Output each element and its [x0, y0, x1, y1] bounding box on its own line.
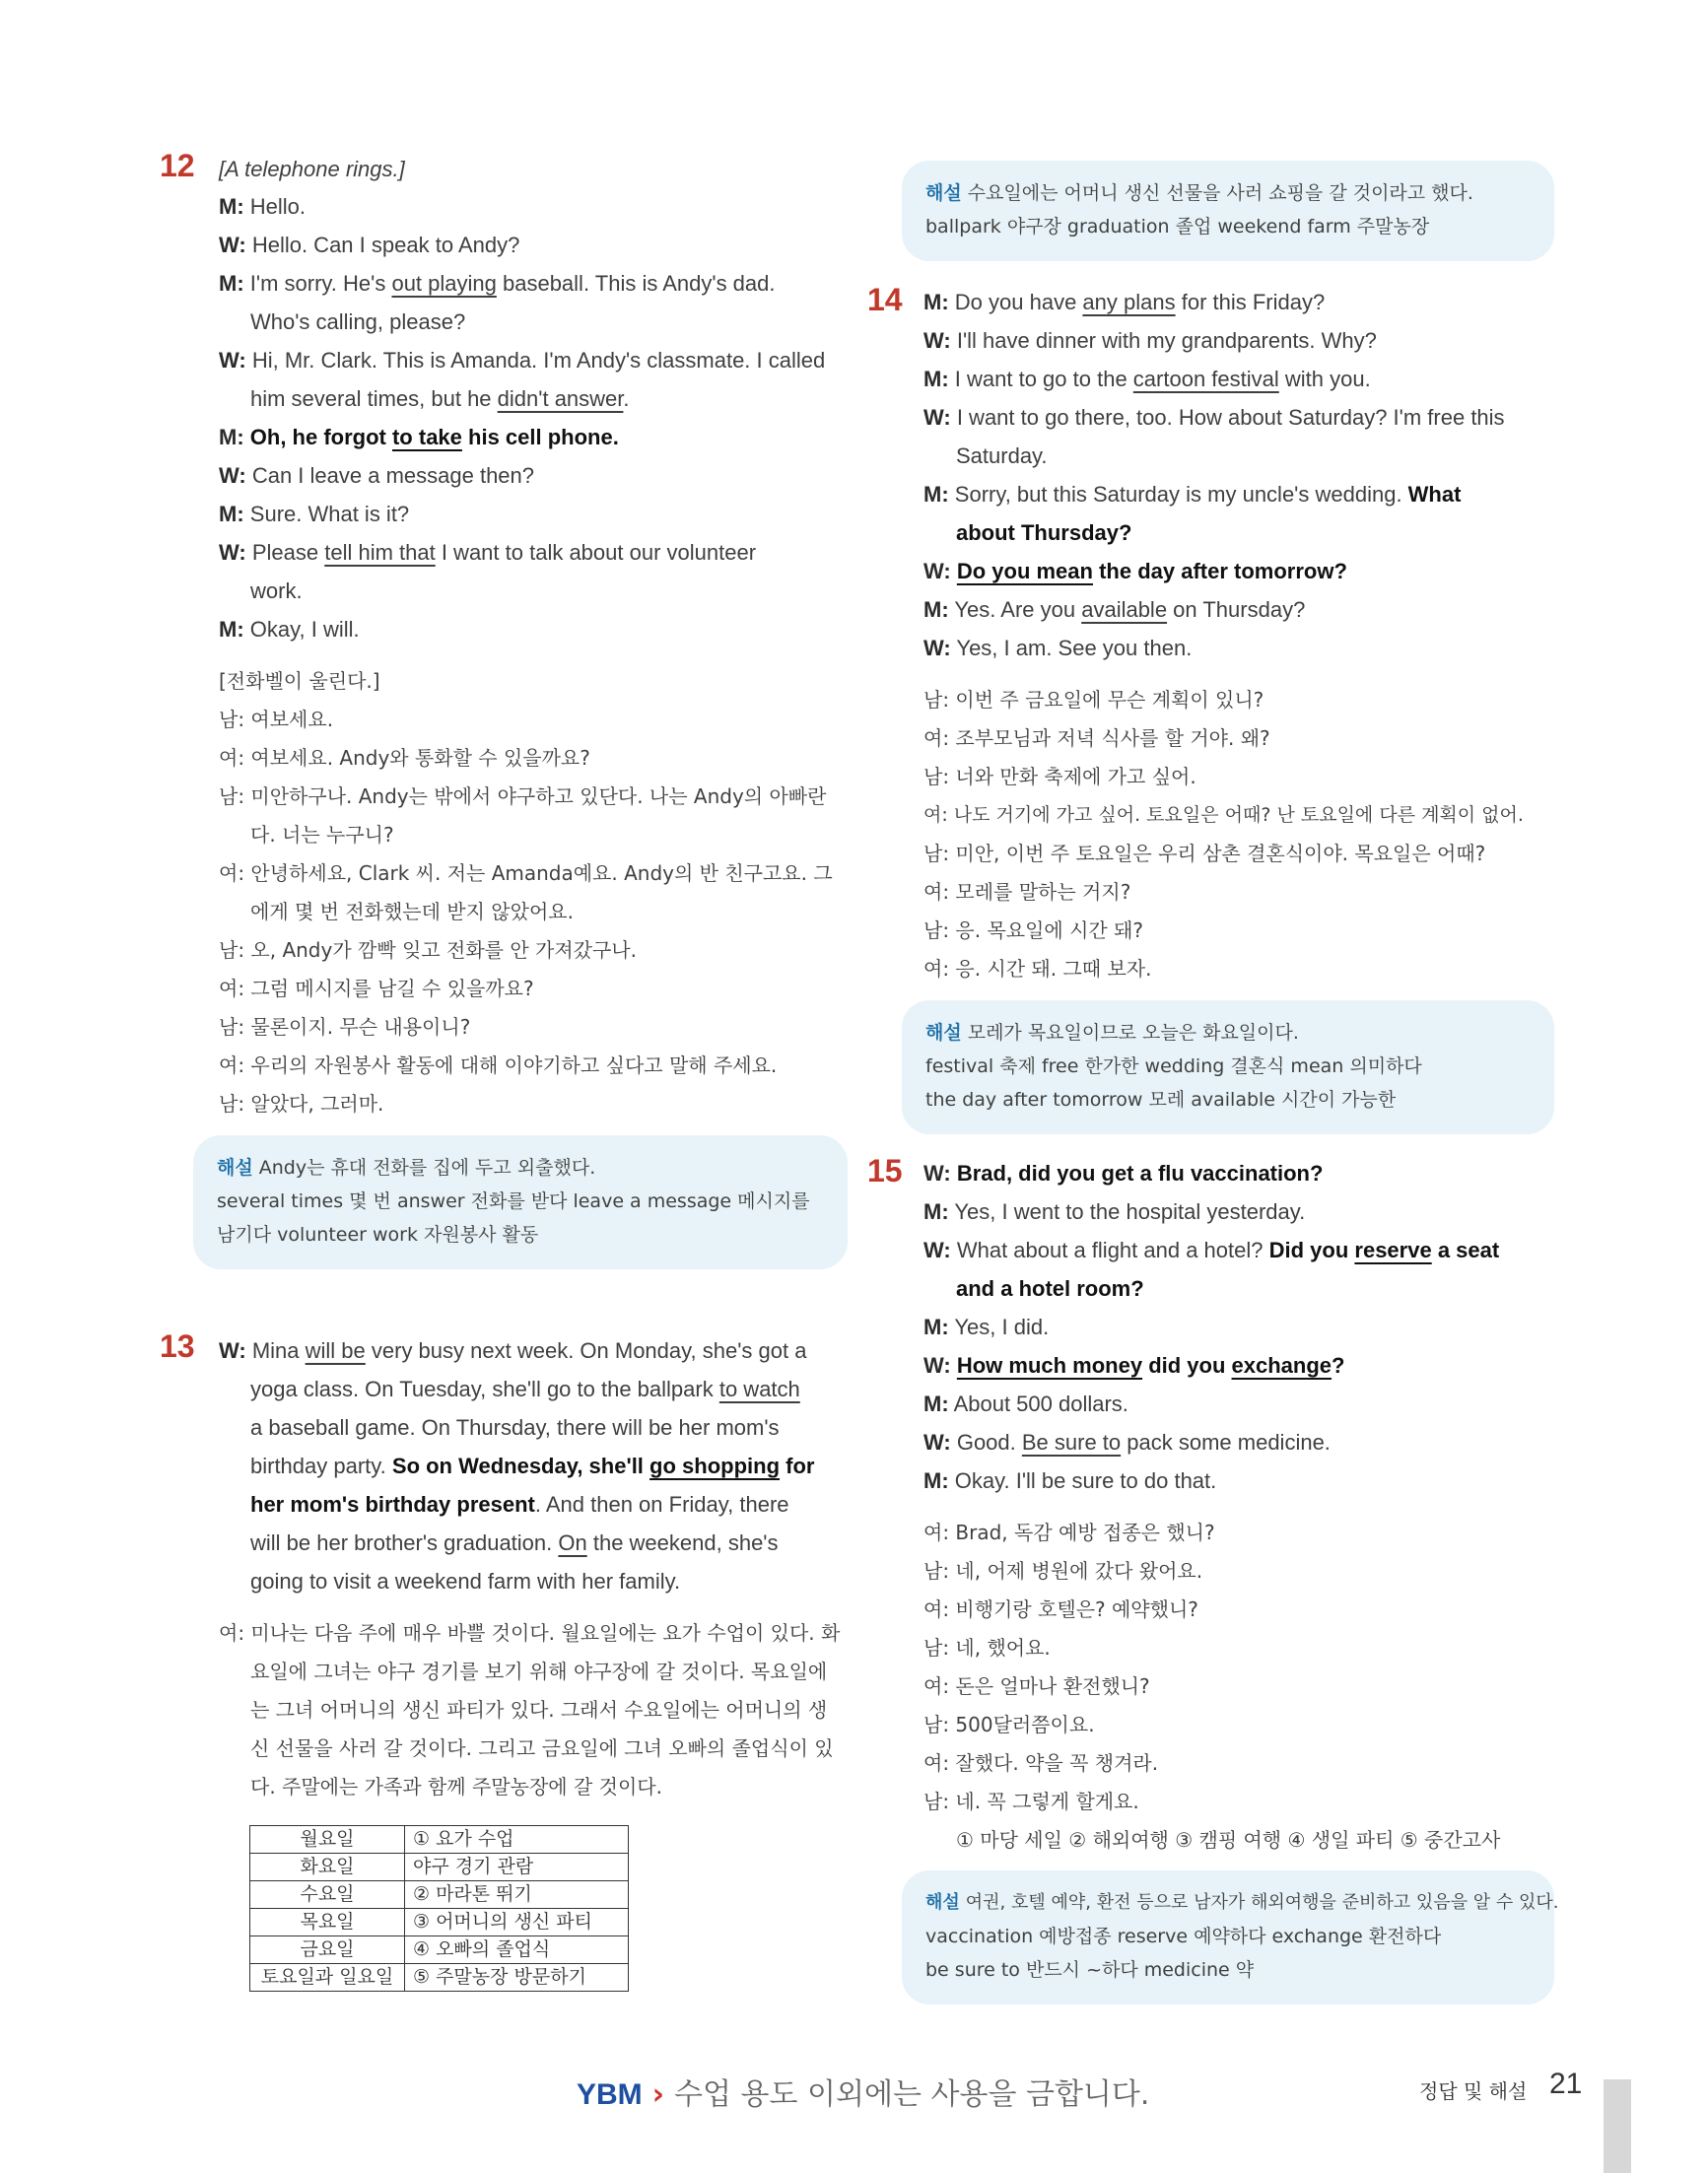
translation-line: 여: 우리의 자원봉사 활동에 대해 이야기하고 싶다고 말해 주세요. — [219, 1053, 778, 1077]
translation-line: 남: 응. 목요일에 시간 돼? — [923, 918, 1144, 942]
dialog-line: M: Yes. Are you available on Thursday? — [923, 597, 1306, 622]
dialog-line: W: Yes, I am. See you then. — [923, 636, 1193, 660]
translation-line: 남: 여보세요. — [219, 708, 334, 731]
translation-line: 남: 네. 꼭 그렇게 할게요. — [923, 1790, 1139, 1813]
translation-line: 남: 미안, 이번 주 토요일은 우리 삼촌 결혼식이야. 목요일은 어때? — [923, 842, 1486, 865]
question-number-14: 14 — [867, 282, 903, 317]
translation-line: 남: 물론이지. 무슨 내용이니? — [219, 1015, 471, 1039]
monologue-line: birthday party. So on Wednesday, she'll go shopping for — [250, 1454, 815, 1478]
explanation-box-13 — [902, 161, 1554, 261]
translation-line: 여: 모레를 말하는 거지? — [923, 880, 1131, 904]
dialog-line: W: Hi, Mr. Clark. This is Amanda. I'm Andy's classmate. I called — [219, 348, 826, 373]
monologue-line: will be her brother's graduation. On the weekend, she's — [250, 1530, 779, 1555]
ybm-logo: YBM — [577, 2078, 643, 2111]
translation-line: 요일에 그녀는 야구 경기를 보기 위해 야구장에 갈 것이다. 목요일에 — [250, 1660, 828, 1683]
dialog-line: W: What about a flight and a hotel? Did you reserve a seat — [923, 1238, 1500, 1262]
page-label: 정답 및 해설 — [1419, 2079, 1528, 2103]
monologue-line: going to visit a weekend farm with her family. — [250, 1569, 681, 1594]
vocab-line: festival 축제 free 한가한 wedding 결혼식 mean 의미하다 — [925, 1055, 1422, 1077]
table-cell: 목요일 — [250, 1909, 405, 1936]
dialog-line: M: Okay. I'll be sure to do that. — [923, 1468, 1217, 1493]
explanation-box-14 — [902, 1000, 1554, 1134]
dialog-line: M: Yes, I did. — [923, 1315, 1050, 1339]
dialog-line: M: Sure. What is it? — [219, 502, 410, 526]
table-cell: 수요일 — [250, 1881, 405, 1909]
table-row — [250, 1964, 629, 1992]
translation-line: 여: 미나는 다음 주에 매우 바쁠 것이다. 월요일에는 요가 수업이 있다. 화 — [219, 1621, 841, 1645]
translation-line: 여: 조부모님과 저녁 식사를 할 거야. 왜? — [923, 726, 1270, 750]
vocab-line: be sure to 반드시 ~하다 medicine 약 — [925, 1959, 1255, 1981]
translation-line: 남: 네, 어제 병원에 갔다 왔어요. — [923, 1559, 1203, 1583]
explanation-box-12 — [193, 1135, 848, 1269]
explanation-line: 해설 모레가 목요일이므로 오늘은 화요일이다. — [925, 1022, 1299, 1044]
dialog-line: M: Yes, I went to the hospital yesterday. — [923, 1199, 1306, 1224]
chevron-right-icon: › — [651, 2077, 665, 2112]
dialog-line: W: Can I leave a message then? — [219, 463, 535, 488]
translation-line: 다. 너는 누구니? — [250, 823, 394, 847]
table-cell: 야구 경기 관람 — [405, 1854, 629, 1881]
translation-line: 여: 비행기랑 호텔은? 예약했니? — [923, 1597, 1198, 1621]
footer-text: 수업 용도 이외에는 사용을 금합니다. — [674, 2077, 1150, 2112]
dialog-line: M: Do you have any plans for this Friday? — [923, 290, 1326, 314]
dialog-line: W: I want to go there, too. How about Saturday? I'm free this — [923, 405, 1505, 430]
table-cell: ④ 오빠의 졸업식 — [405, 1936, 629, 1964]
table-cell: 월요일 — [250, 1826, 405, 1854]
translation-line: 남: 네, 했어요. — [923, 1636, 1051, 1660]
table-row — [250, 1854, 629, 1881]
dialog-line: M: Okay, I will. — [219, 617, 360, 642]
translation-line: 여: 나도 거기에 가고 싶어. 토요일은 어때? 난 토요일에 다른 계획이 없어. — [923, 804, 1524, 826]
dialog-line-cont: and a hotel room? — [956, 1276, 1144, 1301]
dialog-line: W: Good. Be sure to pack some medicine. — [923, 1430, 1331, 1455]
translation-line: 남: 오, Andy가 깜빡 잊고 전화를 안 가져갔구나. — [219, 938, 637, 962]
table-cell: 화요일 — [250, 1854, 405, 1881]
dialog-line: M: Hello. — [219, 194, 307, 219]
translation-line: 여: 돈은 얼마나 환전했니? — [923, 1674, 1150, 1698]
dialog-line: W: Please tell him that I want to talk about our volunteer — [219, 540, 757, 565]
translation-line: 남: 500달러쯤이요. — [923, 1713, 1095, 1736]
dialog-line: M: I want to go to the cartoon festival with you. — [923, 367, 1371, 391]
dialog-line: W: How much money did you exchange? — [923, 1353, 1345, 1378]
table-cell: ① 요가 수업 — [405, 1826, 629, 1854]
translation-line: 는 그녀 어머니의 생신 파티가 있다. 그래서 수요일에는 어머니의 생 — [250, 1698, 828, 1722]
dialog-line-answer: W: Do you mean the day after tomorrow? — [923, 559, 1347, 583]
dialog-line: M: I'm sorry. He's out playing baseball. This is Andy's dad. — [219, 271, 776, 296]
monologue-line: a baseball game. On Thursday, there will be her mom's — [250, 1415, 780, 1440]
translation-line: 여: 잘했다. 약을 꼭 챙겨라. — [923, 1751, 1159, 1775]
stage-direction: [A telephone rings.] — [219, 157, 405, 181]
translation-line: 남: 알았다, 그러마. — [219, 1092, 384, 1116]
dialog-line: W: Hello. Can I speak to Andy? — [219, 233, 520, 257]
dialog-line-answer: M: Oh, he forgot to take his cell phone. — [219, 425, 619, 449]
translation-line: 남: 이번 주 금요일에 무슨 계획이 있니? — [923, 688, 1264, 712]
question-number-15: 15 — [867, 1153, 903, 1188]
vocab-line: several times 몇 번 answer 전화를 받다 leave a message 메시지를 — [217, 1190, 810, 1212]
dialog-line-cont: him several times, but he didn't answer. — [250, 386, 630, 411]
translation-line: 신 선물을 사러 갈 것이다. 그리고 금요일에 그녀 오빠의 졸업식이 있 — [250, 1736, 834, 1760]
dialog-line-cont: Who's calling, please? — [250, 309, 466, 334]
table-cell: ⑤ 주말농장 방문하기 — [405, 1964, 629, 1992]
monologue-line: her mom's birthday present. And then on Friday, there — [250, 1492, 789, 1517]
question-number-12: 12 — [160, 148, 195, 183]
dialog-line-cont: about Thursday? — [956, 520, 1132, 545]
question-number-13: 13 — [160, 1328, 195, 1364]
dialog-line-cont: work. — [250, 578, 303, 603]
table-row — [250, 1909, 629, 1936]
dialog-line: W: I'll have dinner with my grandparents. Why? — [923, 328, 1377, 353]
dialog-line: M: Sorry, but this Saturday is my uncle's wedding. What — [923, 482, 1462, 507]
vocab-line: ballpark 야구장 graduation 졸업 weekend farm 주말농장 — [925, 216, 1430, 238]
table-cell: 금요일 — [250, 1936, 405, 1964]
dialog-line: M: About 500 dollars. — [923, 1392, 1128, 1416]
table-cell: ② 마라톤 뛰기 — [405, 1881, 629, 1909]
translation-line: 남: 미안하구나. Andy는 밖에서 야구하고 있단다. 나는 Andy의 아빠란 — [219, 784, 827, 808]
explanation-box-15 — [902, 1870, 1559, 2004]
monologue-line: W: Mina will be very busy next week. On Monday, she's got a — [219, 1338, 807, 1363]
translation-line: 남: 너와 만화 축제에 가고 싶어. — [923, 765, 1196, 788]
vocab-line: vaccination 예방접종 reserve 예약하다 exchange 환전하다 — [925, 1926, 1442, 1947]
vocab-line: the day after tomorrow 모레 available 시간이 가능한 — [925, 1089, 1397, 1111]
translation-line: [전화벨이 울린다.] — [219, 669, 380, 693]
dialog-line-answer: W: Brad, did you get a flu vaccination? — [923, 1161, 1324, 1186]
translation-line: 여: Brad, 독감 예방 접종은 했니? — [923, 1521, 1215, 1544]
table-row — [250, 1881, 629, 1909]
table-cell: ③ 어머니의 생신 파티 — [405, 1909, 629, 1936]
translation-line: 여: 그럼 메시지를 남길 수 있을까요? — [219, 977, 534, 1000]
table-cell: 토요일과 일요일 — [250, 1964, 405, 1992]
explanation-line: 해설 수요일에는 어머니 생신 선물을 사러 쇼핑을 갈 것이라고 했다. — [925, 182, 1473, 204]
translation-line: 에게 몇 번 전화했는데 받지 않았어요. — [250, 900, 574, 923]
monologue-line: yoga class. On Tuesday, she'll go to the ballpark to watch — [250, 1377, 800, 1401]
schedule-table — [249, 1825, 629, 1992]
dialog-line-cont: Saturday. — [956, 443, 1048, 468]
translation-line: 여: 응. 시간 돼. 그때 보자. — [923, 957, 1152, 981]
page-edge-tab — [1604, 2079, 1631, 2173]
explanation-line: 해설 여권, 호텔 예약, 환전 등으로 남자가 해외여행을 준비하고 있음을 알 수 있다. — [925, 1892, 1559, 1913]
translation-line: 다. 주말에는 가족과 함께 주말농장에 갈 것이다. — [250, 1775, 662, 1799]
table-row — [250, 1826, 629, 1854]
vocab-line: 남기다 volunteer work 자원봉사 활동 — [217, 1224, 539, 1246]
explanation-line: 해설 Andy는 휴대 전화를 집에 두고 외출했다. — [217, 1157, 596, 1179]
translation-line: 여: 여보세요. Andy와 통화할 수 있을까요? — [219, 746, 590, 770]
translation-line: 여: 안녕하세요, Clark 씨. 저는 Amanda예요. Andy의 반 친구고요. 그 — [219, 861, 833, 885]
table-row — [250, 1936, 629, 1964]
answer-choices: ① 마당 세일 ② 해외여행 ③ 캠핑 여행 ④ 생일 파티 ⑤ 중간고사 — [956, 1828, 1501, 1852]
footer-notice — [577, 2070, 1149, 2113]
page-number: 21 — [1549, 2068, 1583, 2100]
